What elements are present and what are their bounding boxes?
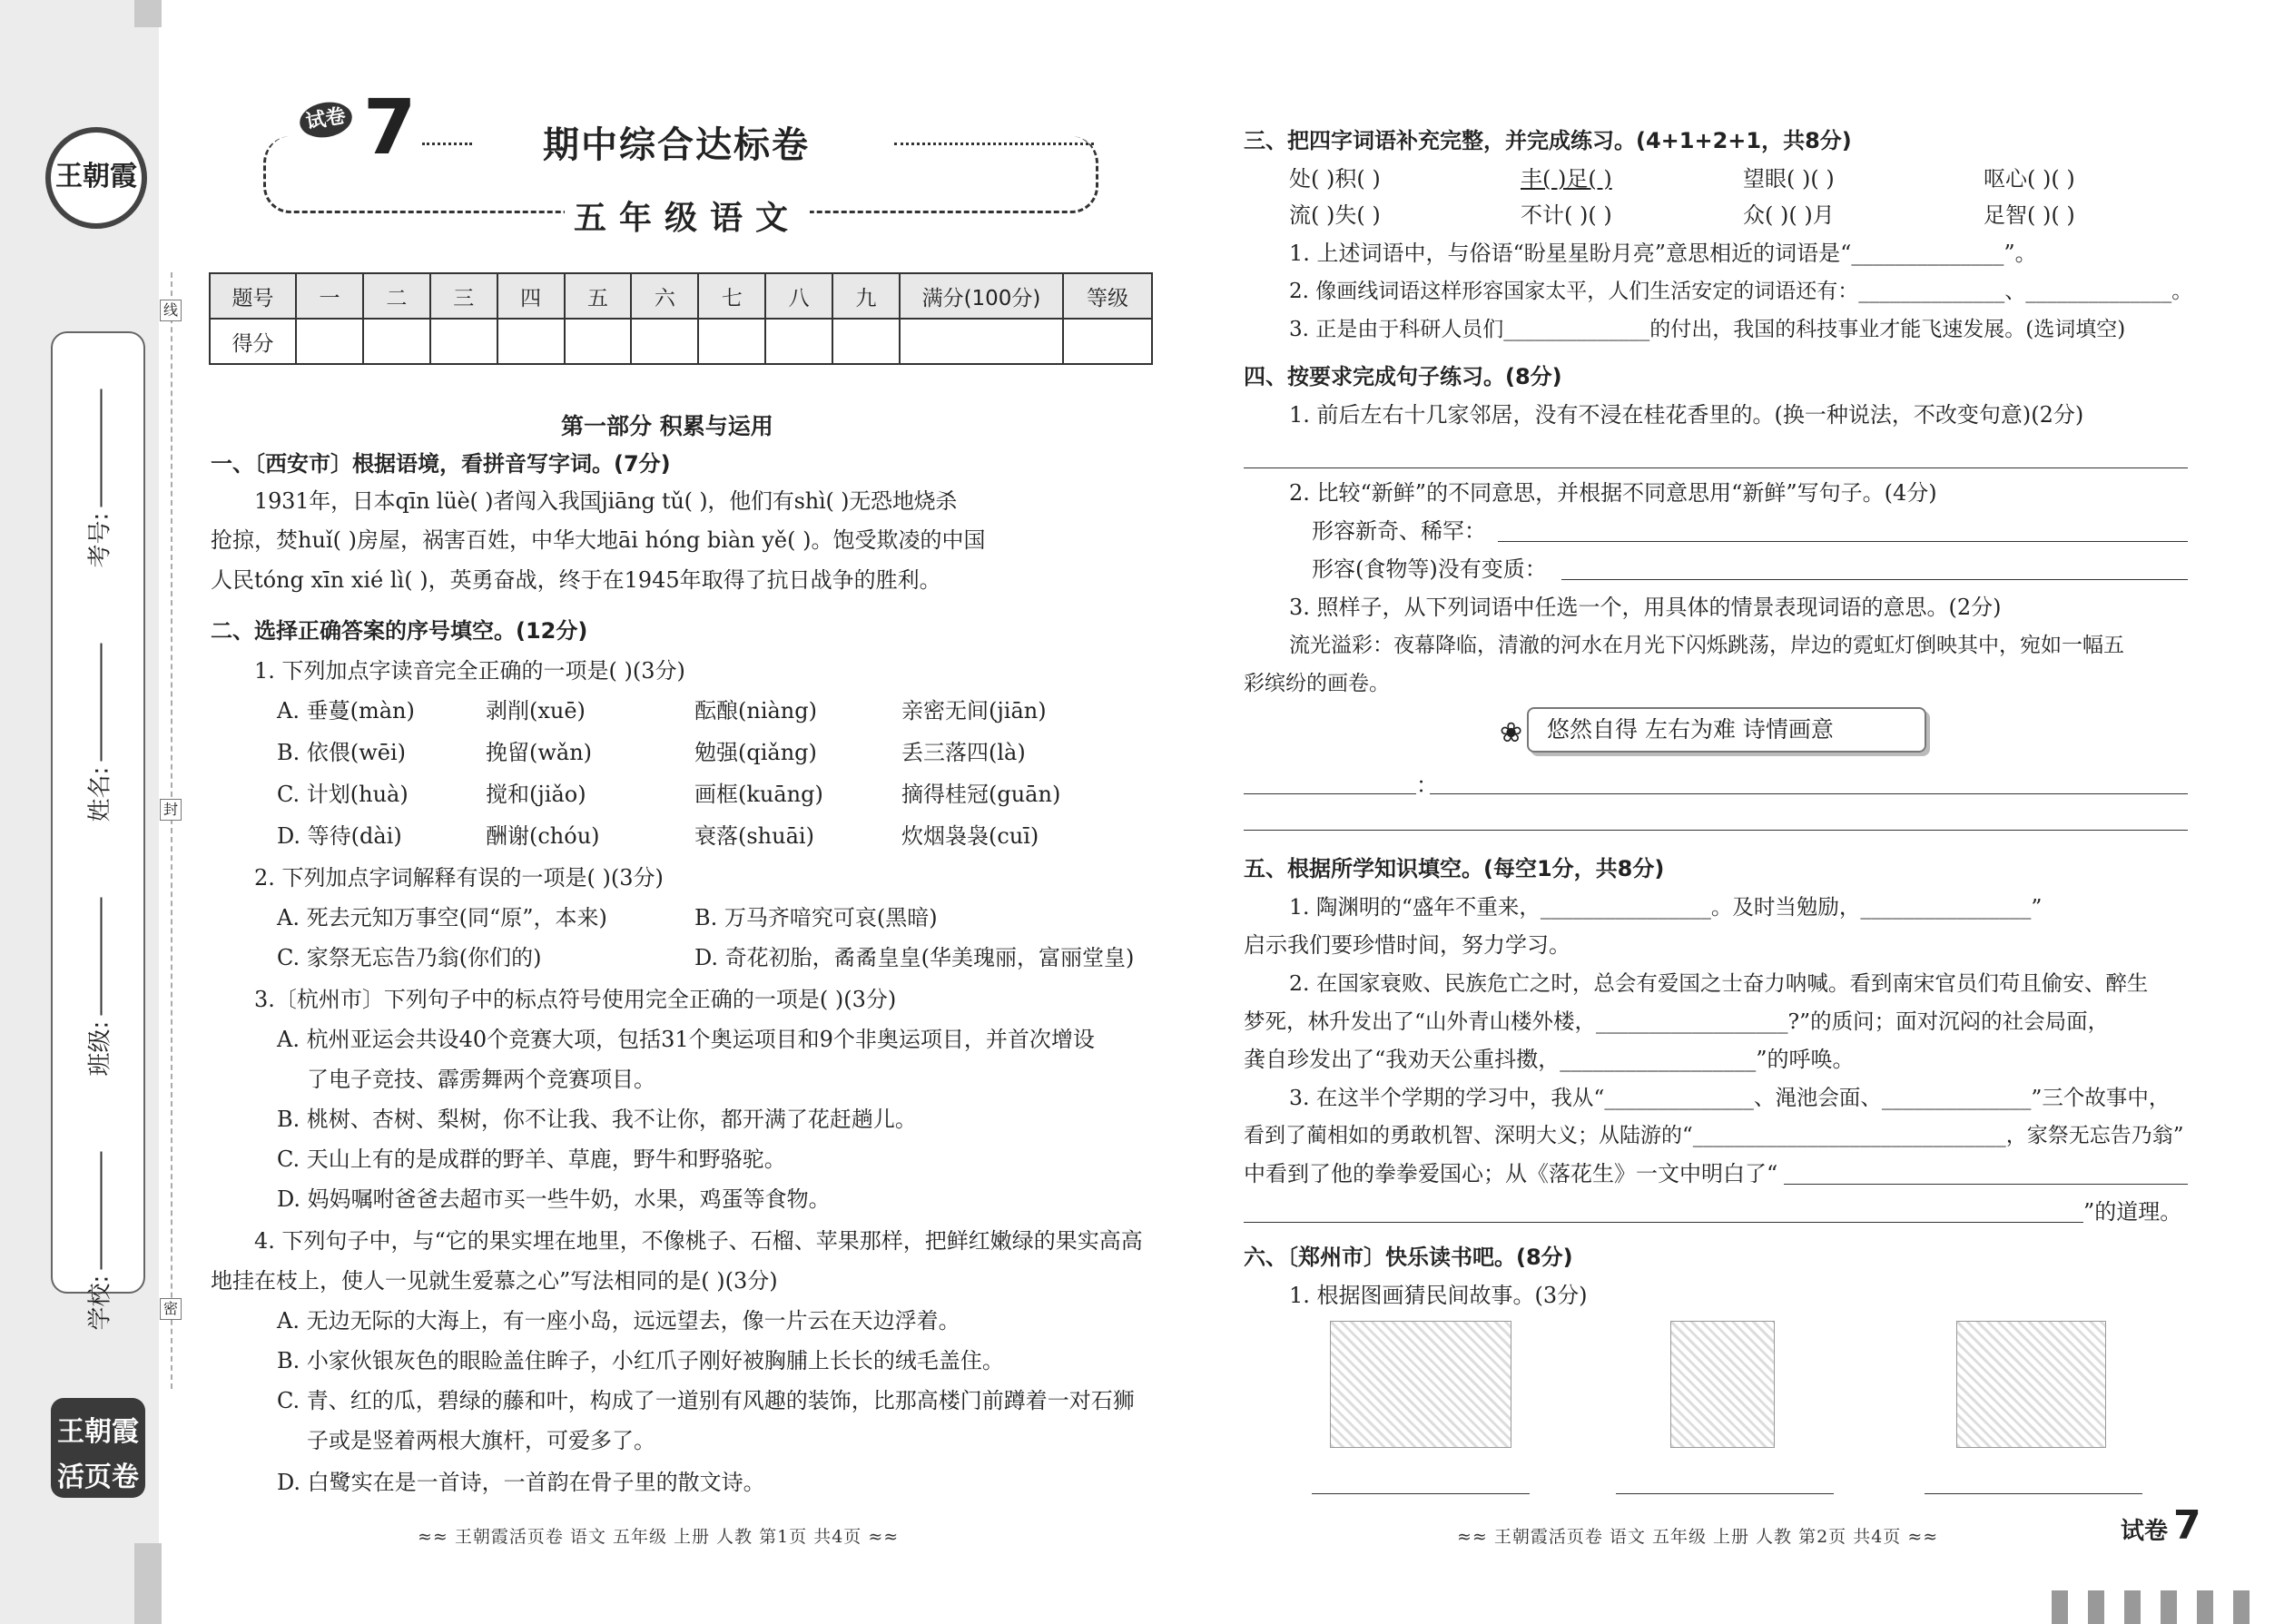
school-field[interactable]: 学校: (82, 1186, 115, 1331)
option-c: C. 家祭无忘告乃翁(你们的) (277, 945, 542, 970)
example-text-cont: 彩缤纷的画卷。 (1244, 672, 1390, 695)
option-word: 酬谢(chóu) (486, 823, 600, 849)
table-cell: 九 (832, 273, 900, 319)
option-d: D. 奇花初胎，矞矞皇皇(华美瑰丽，富丽堂皇) (694, 945, 1135, 970)
score-cell[interactable] (832, 319, 900, 364)
answer-line[interactable] (1312, 1493, 1530, 1494)
option-b: B. 小家伙银灰色的眼睑盖住眸子，小红爪子刚好被胸脯上长长的绒毛盖住。 (277, 1348, 1004, 1373)
paper-number: 7 (363, 83, 417, 172)
table-cell: 题号 (210, 273, 296, 319)
question-5-3: 3. 在这半个学期的学习中，我从“______________、渑池会面、______________”三个故事中， (1289, 1085, 2171, 1110)
score-cell[interactable] (363, 319, 430, 364)
table-cell: 等级 (1063, 273, 1152, 319)
question-6-1: 1. 根据图画猜民间故事。(3分) (1289, 1283, 1588, 1308)
idiom-blank[interactable]: 望眼( )( ) (1743, 166, 1835, 192)
question-5-2-cont: 梦死，林升发出了“山外青山楼外楼，__________________?”的质问；面对沉闷的社会局面， (1244, 1009, 2110, 1034)
question-6-title: 六、〔郑州市〕快乐读书吧。(8分) (1244, 1245, 1573, 1270)
option-a-cont: 了电子竞技、霹雳舞两个竞赛项目。 (307, 1067, 655, 1092)
deco-bar (2233, 1590, 2250, 1624)
question-5-1: 1. 陶渊明的“盛年不重来，________________。及时当勉励，________________” (1289, 894, 2043, 920)
question-3-title: 三、把四字词语补充完整，并完成练习。(4+1+2+1，共8分) (1244, 128, 1852, 153)
score-cell[interactable] (430, 319, 497, 364)
binding-bar (134, 1543, 162, 1624)
exam-number-field[interactable]: 考号: (82, 423, 115, 568)
question-5-title: 五、根据所学知识填空。(每空1分，共8分) (1244, 856, 1665, 881)
story-illustration (1670, 1321, 1775, 1448)
answer-line[interactable] (1244, 1222, 2083, 1223)
question-2-3: 3.〔杭州市〕下列句子中的标点符号使用完全正确的一项是( )(3分) (254, 987, 897, 1012)
cut-mark: 封 (160, 799, 182, 821)
option-d: D. 等待(dài) (277, 823, 402, 849)
name-field[interactable]: 姓名: (82, 677, 115, 822)
score-cell[interactable] (631, 319, 698, 364)
question-1-line: 1931年，日本qīn lüè( )者闯入我国jiāng tǔ( )，他们有shì( )无恐地烧杀 (254, 488, 958, 514)
question-4-title: 四、按要求完成句子练习。(8分) (1244, 364, 1562, 389)
idiom-blank[interactable]: 处( )积( ) (1289, 166, 1381, 192)
page-mark-label: 试卷 (2121, 1518, 2169, 1545)
option-word: 丢三落四(là) (901, 740, 1026, 765)
question-2-2: 2. 下列加点字词解释有误的一项是( )(3分) (254, 865, 664, 891)
score-cell[interactable] (565, 319, 632, 364)
table-cell: 三 (430, 273, 497, 319)
answer-line[interactable] (1244, 793, 1416, 794)
question-3-1: 1. 上述词语中，与俗语“盼星星盼月亮”意思相近的词语是“______________”。 (1289, 241, 2037, 266)
answer-line[interactable] (1498, 541, 2188, 542)
binding-strip (0, 0, 159, 1624)
score-cell[interactable] (698, 319, 765, 364)
question-5-3-cont: 看到了蔺相如的勇敢机智、深明大义；从陆游的“______________________________，家祭无忘告乃翁” (1244, 1124, 2184, 1147)
option-word: 亲密无间(jiān) (901, 698, 1047, 723)
answer-line[interactable] (1784, 1184, 2188, 1185)
table-cell: 七 (698, 273, 765, 319)
score-table (209, 272, 1153, 365)
option-word: 炊烟袅袅(cuī) (901, 823, 1039, 849)
table-cell: 得分 (210, 319, 296, 364)
option-word: 酝酿(niàng) (694, 698, 817, 723)
table-cell: 二 (363, 273, 430, 319)
score-input-row (210, 319, 1152, 364)
idiom-blank[interactable]: 足智( )( ) (1984, 202, 2075, 228)
score-cell[interactable] (296, 319, 363, 364)
page-subtitle: 五年级语文 (565, 192, 810, 239)
cut-line (171, 272, 172, 1389)
cut-mark: 线 (160, 300, 182, 321)
table-cell: 四 (497, 273, 565, 319)
question-4-2-a: 形容新奇、稀罕： (1312, 518, 1486, 544)
question-3-2: 2. 像画线词语这样形容国家太平，人们生活安定的词语还有：______________、______________。 (1289, 280, 2193, 303)
part-heading: 第一部分 积累与运用 (561, 413, 773, 439)
page-mark (2115, 1502, 2201, 1549)
option-a: A. 杭州亚运会共设40个竞赛大项，包括31个奥运项目和9个非奥运项目，并首次增设 (277, 1027, 1095, 1052)
paper-tag: 试卷 (297, 98, 355, 141)
option-word: 衰落(shuāi) (694, 823, 814, 849)
option-word: 摘得桂冠(guān) (901, 782, 1061, 807)
score-cell[interactable] (1063, 319, 1152, 364)
question-5-2: 2. 在国家衰败、民族危亡之时，总会有爱国之士奋力呐喊。看到南宋官员们苟且偷安、醉生 (1289, 970, 2149, 996)
answer-line[interactable] (1430, 793, 2188, 794)
option-c: C. 青、红的瓜，碧绿的藤和叶，构成了一道别有风趣的装饰，比那高楼门前蹲着一对石狮 (277, 1388, 1135, 1413)
question-3-3: 3. 正是由于科研人员们______________的付出，我国的科技事业才能飞速发展。(选词填空) (1289, 318, 2126, 341)
question-4-1: 1. 前后左右十几家邻居，没有不浸在桂花香里的。(换一种说法，不改变句意)(2分) (1289, 402, 2084, 428)
question-2-4: 4. 下列句子中，与“它的果实埋在地里，不像桃子、石榴、苹果那样，把鲜红嫩绿的果实高高 (254, 1228, 1143, 1254)
answer-line[interactable] (1561, 579, 2188, 580)
option-a: A. 死去元知万事空(同“原”，本来) (277, 905, 607, 930)
question-4-3: 3. 照样子，从下列词语中任选一个，用具体的情景表现词语的意思。(2分) (1289, 595, 2002, 620)
option-b: B. 万马齐喑究可哀(黑暗) (694, 905, 938, 930)
badge-line1: 王朝霞 (57, 1416, 139, 1448)
left-footer: ≈≈ 王朝霞活页卷 语文 五年级 上册 人教 第1页 共4页 ≈≈ (418, 1527, 900, 1547)
question-4-2-b: 形容(食物等)没有变质： (1312, 556, 1547, 582)
question-2-4-cont: 地挂在枝上，使人一见就生爱慕之心”写法相同的是( )(3分) (211, 1268, 778, 1294)
deco-bar (2124, 1590, 2141, 1624)
answer-line[interactable] (1244, 830, 2188, 831)
idiom-blank[interactable]: 呕心( )( ) (1984, 166, 2075, 192)
idiom-blank[interactable]: 丰( )足( ) (1521, 166, 1612, 192)
idiom-blank[interactable]: 不计( )( ) (1521, 202, 1612, 228)
publisher-badge (51, 1398, 145, 1498)
option-c: C. 计划(huà) (277, 782, 409, 807)
question-2-1: 1. 下列加点字读音完全正确的一项是( )(3分) (254, 658, 685, 684)
publisher-logo-seal: 王朝霞 (45, 127, 147, 229)
table-cell: 五 (565, 273, 632, 319)
header-dash (894, 143, 1094, 145)
option-c-cont: 子或是竖着两根大旗杆，可爱多了。 (307, 1428, 655, 1453)
cut-mark: 密 (160, 1298, 182, 1320)
question-5-3-cont: 中看到了他的拳拳爱国心；从《落花生》一文中明白了“ (1244, 1161, 1778, 1186)
student-info-box (51, 331, 145, 1331)
question-4-2: 2. 比较“新鲜”的不同意思，并根据不同意思用“新鲜”写句子。(4分) (1289, 480, 1937, 506)
answer-line[interactable] (1616, 1493, 1834, 1494)
option-a: A. 垂蔓(màn) (277, 698, 415, 723)
deco-bar (2052, 1590, 2068, 1624)
idiom-blank[interactable]: 流( )失( ) (1289, 202, 1381, 228)
class-field[interactable]: 班级: (82, 931, 115, 1077)
option-word: 搅和(jiǎo) (486, 782, 586, 807)
option-word: 剥削(xuē) (486, 698, 586, 723)
deco-bar (2197, 1590, 2213, 1624)
question-5-1-cont: 启示我们要珍惜时间，努力学习。 (1244, 932, 1570, 958)
binding-bar (134, 0, 162, 27)
score-header-row (210, 273, 1152, 319)
question-5-2-cont: 龚自珍发出了“我劝天公重抖擞，__________________”的呼唤。 (1244, 1047, 1855, 1072)
question-1-title: 一、〔西安市〕根据语境，看拼音写字词。(7分) (211, 451, 671, 477)
story-illustration (1956, 1321, 2106, 1448)
page-mark-number: 7 (2173, 1502, 2201, 1549)
score-cell[interactable] (497, 319, 565, 364)
colon: ： (1416, 773, 1438, 798)
score-cell[interactable] (765, 319, 832, 364)
example-text: 流光溢彩：夜幕降临，清澈的河水在月光下闪烁跳荡，岸边的霓虹灯倒映其中，宛如一幅五 (1289, 634, 2124, 657)
header-dash (422, 143, 472, 145)
table-cell: 六 (631, 273, 698, 319)
word-options-box: 悠然自得 左右为难 诗情画意 (1527, 707, 1926, 753)
right-footer: ≈≈ 王朝霞活页卷 语文 五年级 上册 人教 第2页 共4页 ≈≈ (1457, 1527, 1939, 1547)
page-title: 期中综合达标卷 (543, 124, 810, 166)
answer-line[interactable] (1925, 1493, 2142, 1494)
option-d: D. 白鹭实在是一首诗，一首韵在骨子里的散文诗。 (277, 1470, 765, 1495)
question-5-3-end: ”的道理。 (2083, 1199, 2182, 1225)
option-b: B. 桃树、杏树、梨树，你不让我、我不让你，都开满了花赶趟儿。 (277, 1107, 917, 1132)
badge-line2: 活页卷 (57, 1462, 139, 1493)
question-2-title: 二、选择正确答案的序号填空。(12分) (211, 618, 588, 644)
question-1-line: 抢掠，焚huǐ( )房屋，祸害百姓，中华大地āi hóng biàn yě( )。饱受欺凌的中国 (211, 527, 986, 553)
story-illustration (1330, 1321, 1511, 1448)
idiom-blank[interactable]: 众( )( )月 (1743, 202, 1835, 228)
option-c: C. 天山上有的是成群的野羊、草鹿，野牛和野骆驼。 (277, 1147, 786, 1172)
table-cell: 一 (296, 273, 363, 319)
question-1-line: 人民tóng xīn xié lì( )，英勇奋战，终于在1945年取得了抗日战争的胜利。 (211, 567, 941, 593)
deco-bar (2161, 1590, 2177, 1624)
deco-bar (2088, 1590, 2104, 1624)
option-a: A. 无边无际的大海上，有一座小岛，远远望去，像一片云在天边浮着。 (277, 1308, 960, 1334)
option-word: 勉强(qiǎng) (694, 740, 817, 765)
option-word: 挽留(wǎn) (486, 740, 593, 765)
table-cell: 满分(100分) (900, 273, 1063, 319)
table-cell: 八 (765, 273, 832, 319)
score-cell[interactable] (900, 319, 1063, 364)
option-word: 画框(kuāng) (694, 782, 823, 807)
option-b: B. 依偎(wēi) (277, 740, 407, 765)
option-d: D. 妈妈嘱咐爸爸去超市买一些牛奶，水果，鸡蛋等食物。 (277, 1186, 831, 1212)
lotus-icon: ❀ (1500, 717, 1523, 749)
